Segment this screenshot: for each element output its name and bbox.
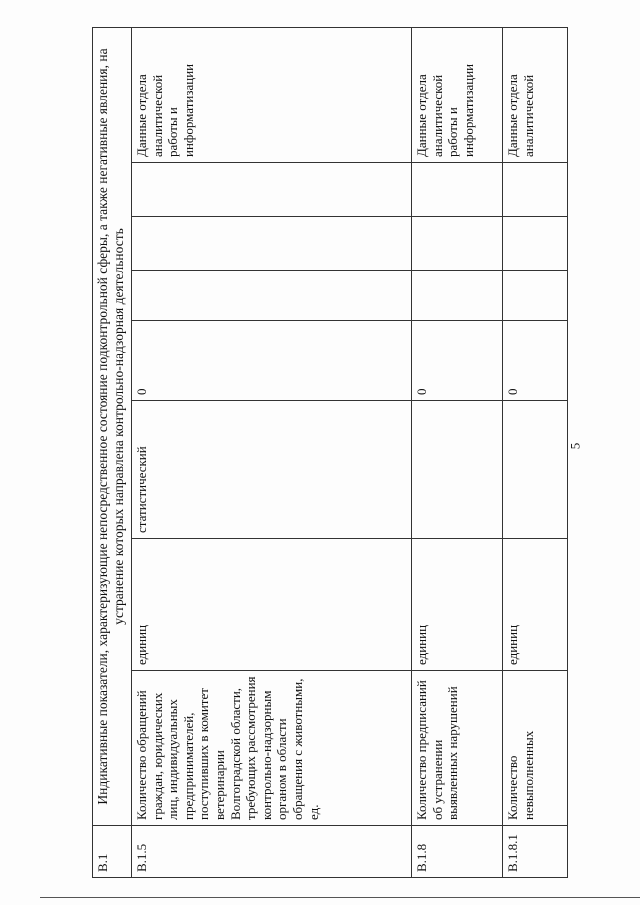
page-bottom-rule — [40, 897, 640, 898]
section-code: В.1 — [93, 826, 132, 878]
row-name: Количество невыполненных — [503, 671, 568, 826]
page-number: 5 — [567, 442, 583, 450]
row-empty-cell — [503, 163, 568, 217]
section-title: Индикативные показатели, характеризующие непосредственное состояние подконтрольной сферы, а также негативные явления, на устранение которых направлена контрольно-надзорная деятельность — [93, 28, 132, 826]
row-unit: единиц — [503, 539, 568, 671]
row-empty-cell — [412, 217, 503, 271]
rotated-table-wrapper — [92, 28, 577, 878]
row-empty-cell — [412, 163, 503, 217]
row-value: 0 — [132, 321, 412, 401]
row-value: 0 — [503, 321, 568, 401]
row-source: Данные отдела аналитической — [503, 28, 568, 163]
section-header-row — [93, 28, 132, 878]
indicators-table — [92, 27, 568, 878]
table-row — [412, 28, 503, 878]
row-empty-cell — [132, 217, 412, 271]
row-code: В.1.8 — [412, 826, 503, 878]
row-empty-cell — [503, 217, 568, 271]
row-code: В.1.5 — [132, 826, 412, 878]
row-empty-cell — [132, 271, 412, 321]
row-source: Данные отдела аналитической работы и информатизации — [412, 28, 503, 163]
table-row — [132, 28, 412, 878]
row-unit: единиц — [412, 539, 503, 671]
row-empty-cell — [412, 271, 503, 321]
row-method: статистический — [132, 401, 412, 539]
row-name: Количество предписаний об устранении выявленных нарушений — [412, 671, 503, 826]
row-name: Количество обращений граждан, юридических лиц, индивидуальных предпринимателей, поступивших в комитет ветеринарии Волгоградской области, требующих рассмотрения контрольно-надзорным органом в области обращения с животными, ед. — [132, 671, 412, 826]
row-empty-cell — [503, 271, 568, 321]
row-empty-cell — [132, 163, 412, 217]
row-value: 0 — [412, 321, 503, 401]
row-source: Данные отдела аналитической работы и информатизации — [132, 28, 412, 163]
table-row — [503, 28, 568, 878]
row-code: В.1.8.1 — [503, 826, 568, 878]
row-method — [412, 401, 503, 539]
row-method — [503, 401, 568, 539]
row-unit: единиц — [132, 539, 412, 671]
